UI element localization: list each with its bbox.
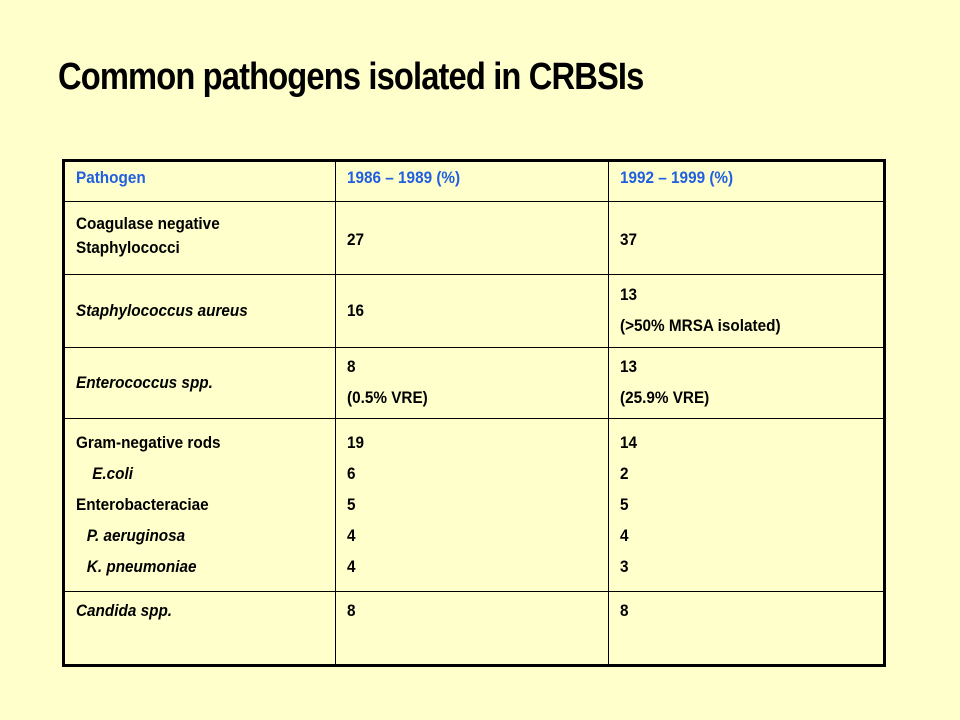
header-1992-1999: 1992 – 1999 (%): [609, 161, 885, 202]
pathogen-name: K. pneumoniae: [86, 557, 197, 576]
pathogen-name: P. aeruginosa: [86, 526, 186, 545]
value: 8: [347, 356, 356, 376]
value: 5: [620, 495, 629, 514]
table-row: [64, 275, 885, 347]
header-1986-1989: 1986 – 1989 (%): [336, 161, 609, 202]
pathogen-table: [62, 159, 886, 667]
pathogen-cell: [64, 419, 336, 592]
table-row: [64, 202, 885, 275]
value-cell-1986: [336, 591, 609, 665]
value: 2: [620, 464, 629, 483]
value: 5: [347, 495, 356, 514]
value: 4: [347, 557, 356, 576]
pathogen-name: Gram-negative rods: [76, 433, 221, 452]
value: 37: [620, 230, 638, 250]
table-row: [64, 347, 885, 418]
value: 3: [620, 557, 629, 576]
value: 6: [347, 464, 356, 483]
pathogen-cell: [64, 347, 336, 418]
value-note: (25.9% VRE): [620, 387, 710, 407]
value-cell-1992: [609, 419, 885, 592]
value-cell-1986: [336, 419, 609, 592]
pathogen-cell: [64, 202, 336, 275]
pathogen-name: Coagulase negative: [76, 214, 220, 234]
value-cell-1986: [336, 202, 609, 275]
value-cell-1986: [336, 275, 609, 347]
value-cell-1992: [609, 347, 885, 418]
value: 19: [347, 433, 365, 452]
value: 14: [620, 433, 638, 452]
pathogen-cell: [64, 275, 336, 347]
value-cell-1992: [609, 275, 885, 347]
value-note: (0.5% VRE): [347, 387, 428, 407]
pathogen-name: Enterobacteraciae: [76, 495, 209, 514]
pathogen-name: Enterococcus spp.: [76, 372, 213, 392]
table-row: [64, 419, 885, 592]
value: 13: [620, 285, 638, 305]
value-cell-1986: [336, 347, 609, 418]
value: 4: [347, 526, 356, 545]
value: 16: [347, 301, 365, 321]
value-cell-1992: [609, 202, 885, 275]
value-note: (>50% MRSA isolated): [620, 316, 781, 336]
value-cell-1992: [609, 591, 885, 665]
pathogen-name: Candida spp.: [76, 600, 173, 620]
table-row: [64, 591, 885, 665]
pathogen-name: Staphylococci: [76, 238, 180, 258]
value: 4: [620, 526, 629, 545]
pathogen-cell: [64, 591, 336, 665]
pathogen-name: Staphylococcus aureus: [76, 301, 248, 321]
value: 8: [347, 600, 356, 620]
value: 27: [347, 230, 365, 250]
slide-title: Common pathogens isolated in CRBSIs: [58, 56, 644, 98]
table-header-row: [64, 161, 885, 202]
header-pathogen: Pathogen: [64, 161, 336, 202]
value: 13: [620, 356, 638, 376]
pathogen-name: E.coli: [92, 464, 134, 483]
value: 8: [620, 600, 629, 620]
